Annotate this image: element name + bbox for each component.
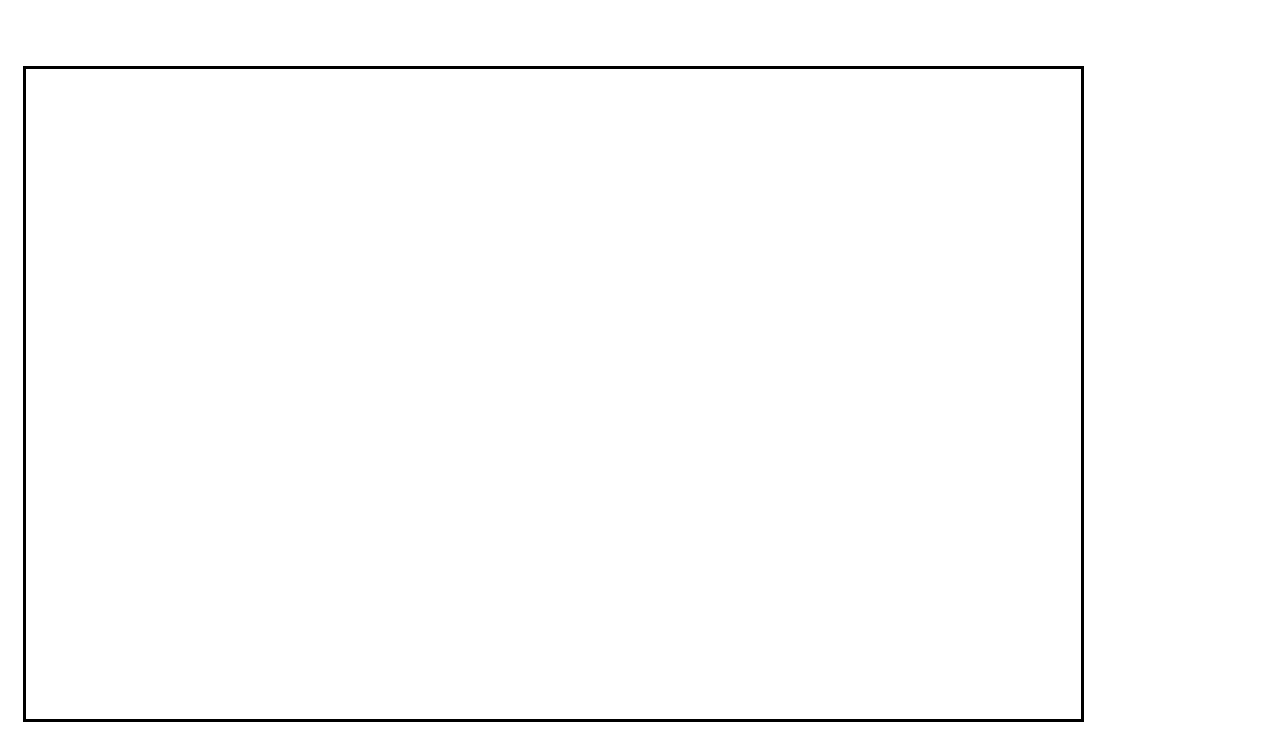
gantt-frame xyxy=(23,66,1084,722)
